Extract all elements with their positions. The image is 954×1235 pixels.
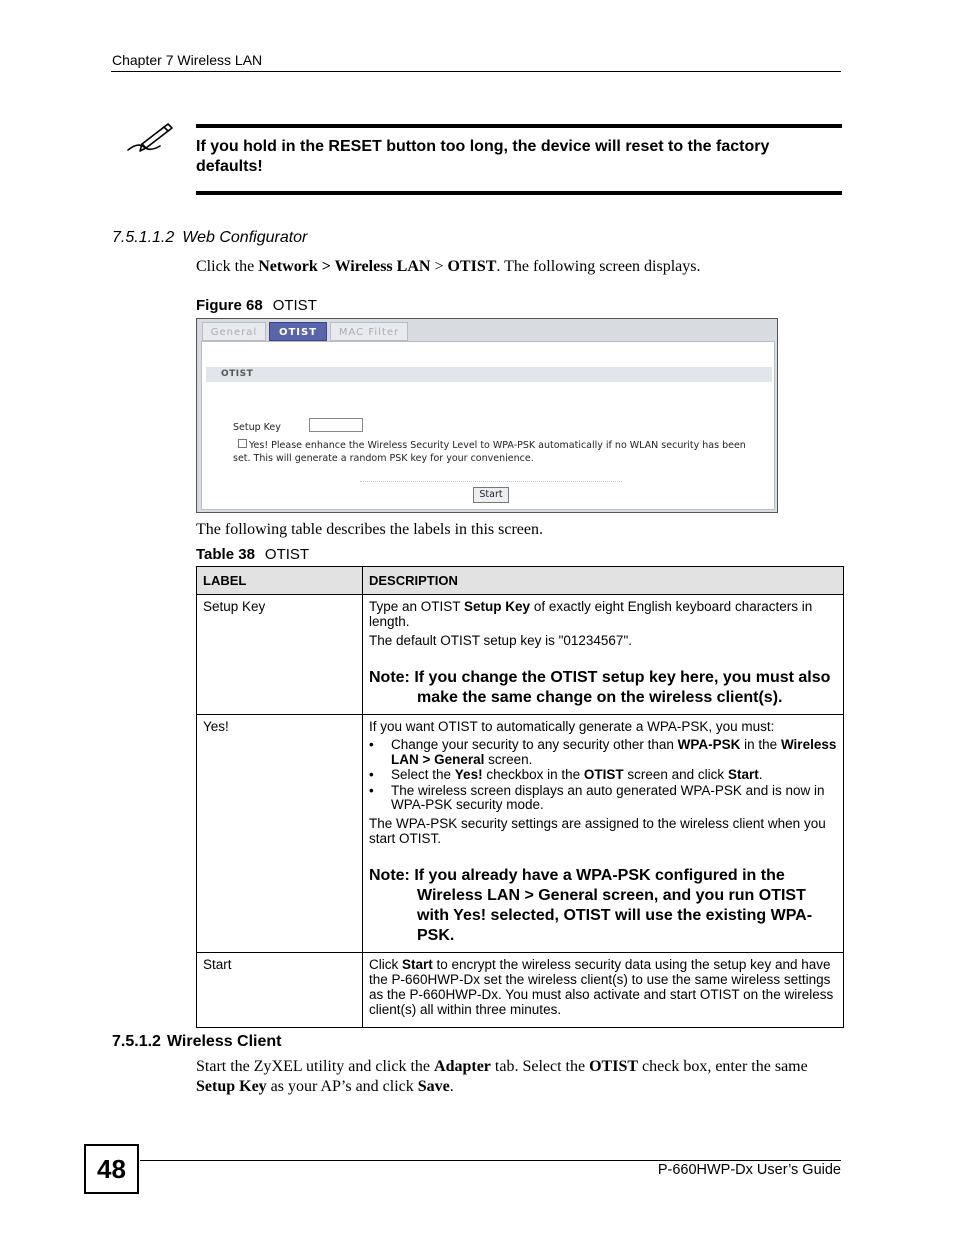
table-row	[197, 595, 844, 715]
text-run: Start the ZyXEL utility and click the	[196, 1058, 435, 1075]
header-rule	[111, 71, 841, 72]
section-title: Web Configurator	[182, 229, 308, 246]
text-run: .	[449, 1078, 454, 1095]
table-row	[197, 952, 844, 1027]
text-run: Click the	[196, 258, 259, 275]
table-label: Table 38	[196, 546, 255, 563]
note-rule-top	[196, 124, 842, 128]
note-prefix: Note:	[369, 866, 415, 884]
text-run: . The following screen displays.	[496, 258, 701, 275]
text-run: >	[430, 258, 448, 275]
text-run: check box, enter the same	[638, 1058, 808, 1075]
paragraph-wireless-client	[196, 1057, 836, 1097]
page-number: 48	[84, 1144, 139, 1194]
bold-run: Network > Wireless LAN	[258, 258, 431, 275]
table-note	[369, 866, 837, 946]
text-run: tab. Select the	[490, 1058, 590, 1075]
section-number: 7.5.1.2	[112, 1033, 161, 1050]
text-run: Type an OTIST	[369, 599, 465, 614]
figure-caption	[196, 297, 317, 314]
cell-description	[363, 952, 844, 1027]
note-body: If you change the OTIST setup key here, you must also make the same change on the wireless client(s).	[414, 669, 831, 706]
cell-label	[197, 715, 363, 953]
label-text: Start	[203, 956, 232, 972]
desc-paragraph: The default OTIST setup key is "01234567".	[369, 633, 632, 648]
figure-label: Figure 68	[196, 297, 263, 314]
table-header-row	[197, 567, 844, 595]
table-note	[369, 668, 837, 708]
cell-description	[363, 595, 844, 715]
bold-run: Yes!	[454, 767, 483, 782]
cell-label	[197, 952, 363, 1027]
bold-run: Save	[417, 1078, 450, 1095]
section-title: Wireless Client	[166, 1033, 282, 1050]
note-pencil-icon	[124, 120, 174, 158]
setup-key-input[interactable]	[309, 418, 363, 432]
desc-paragraph	[369, 599, 837, 629]
note-body: If you already have a WPA-PSK configured in the Wireless LAN > General screen, and you run OTIST with Yes! selected, OTIST will use the existing WPA-PSK.	[414, 866, 813, 944]
footer-guide-name: P-660HWP-Dx User’s Guide	[657, 1162, 841, 1178]
table-title: OTIST	[264, 546, 310, 563]
footer-rule	[140, 1160, 841, 1161]
section-number: 7.5.1.1.2	[112, 229, 175, 246]
bold-run: Setup Key	[464, 599, 531, 614]
start-button[interactable]: Start	[473, 487, 509, 503]
otist-section-bar: OTIST	[206, 367, 772, 382]
yes-checkbox-label: Yes! Please enhance the Wireless Security Level to WPA-PSK automatically if no WLAN security has been set. This will generate a random PSK key for your convenience.	[233, 440, 746, 464]
list-item	[369, 738, 837, 767]
section-heading-wireless-client	[112, 1033, 282, 1051]
list-item: • The wireless screen displays an auto generated WPA-PSK and is now in WPA-PSK security mode.	[369, 784, 837, 813]
note-prefix: Note:	[369, 669, 415, 686]
bold-run: Wireless LAN > General	[391, 737, 837, 767]
bold-run: OTIST	[583, 767, 624, 782]
cell-label	[197, 595, 363, 715]
text-run: screen.	[484, 751, 533, 767]
bold-run: Start	[402, 956, 433, 972]
header-label: LABEL	[197, 567, 363, 595]
table-caption	[196, 546, 309, 563]
header-description: DESCRIPTION	[363, 567, 844, 595]
list-item	[369, 768, 837, 783]
otist-description-table	[196, 566, 844, 1028]
bold-run: Adapter	[434, 1058, 491, 1075]
text-run: checkbox in the	[482, 767, 584, 782]
paragraph-table-intro: The following table describes the labels in this screen.	[196, 521, 544, 538]
otist-screenshot	[196, 318, 778, 513]
text-run: Select the	[391, 767, 455, 782]
label-text: Yes!	[203, 719, 229, 734]
desc-paragraph: If you want OTIST to automatically generate a WPA-PSK, you must:	[369, 719, 775, 734]
setup-key-label: Setup Key	[233, 422, 281, 433]
running-header: Chapter 7 Wireless LAN	[112, 52, 263, 68]
desc-paragraph: The WPA-PSK security settings are assigned to the wireless client when you start OTIST.	[369, 815, 826, 846]
label-text: Setup Key	[203, 599, 266, 614]
bold-run: Start	[727, 767, 759, 782]
tab-mac-filter[interactable]: MAC Filter	[330, 322, 408, 341]
section-heading-web-configurator	[112, 229, 307, 247]
text-run: of exactly eight English keyboard characters in length.	[369, 599, 813, 629]
table-row	[197, 715, 844, 953]
bullet-list	[369, 738, 837, 813]
yes-checkbox[interactable]	[238, 439, 247, 448]
text-run: .	[758, 767, 763, 782]
text-run: to encrypt the wireless security data using the setup key and have the P-660HWP-Dx set the wireless client(s) to use the same wireless settings as the P-660HWP-Dx. You must also activate and start OTIST on the wireless client(s) all within three minutes.	[369, 956, 834, 1017]
bold-run: Setup Key	[196, 1078, 267, 1095]
tab-general[interactable]: General	[202, 322, 266, 341]
note-rule-bottom	[196, 191, 842, 195]
tab-otist[interactable]: OTIST	[269, 322, 327, 341]
otist-panel	[201, 341, 775, 510]
paragraph-click-instructions	[196, 258, 701, 276]
bold-run: WPA-PSK	[677, 737, 741, 752]
text-run: Change your security to any security other than	[391, 737, 678, 752]
desc-paragraph	[369, 957, 837, 1017]
text-run: Click	[369, 956, 402, 972]
bold-run: OTIST	[589, 1058, 639, 1075]
text-run: screen and click	[623, 767, 728, 782]
bold-run: OTIST	[447, 258, 497, 275]
dotted-divider	[360, 481, 622, 482]
figure-title: OTIST	[272, 297, 317, 314]
note-text: If you hold in the RESET button too long, the device will reset to the factory defaults!	[196, 138, 770, 175]
cell-description	[363, 715, 844, 953]
text-run: in the	[740, 737, 781, 752]
text-run: as your AP’s and click	[266, 1078, 418, 1095]
